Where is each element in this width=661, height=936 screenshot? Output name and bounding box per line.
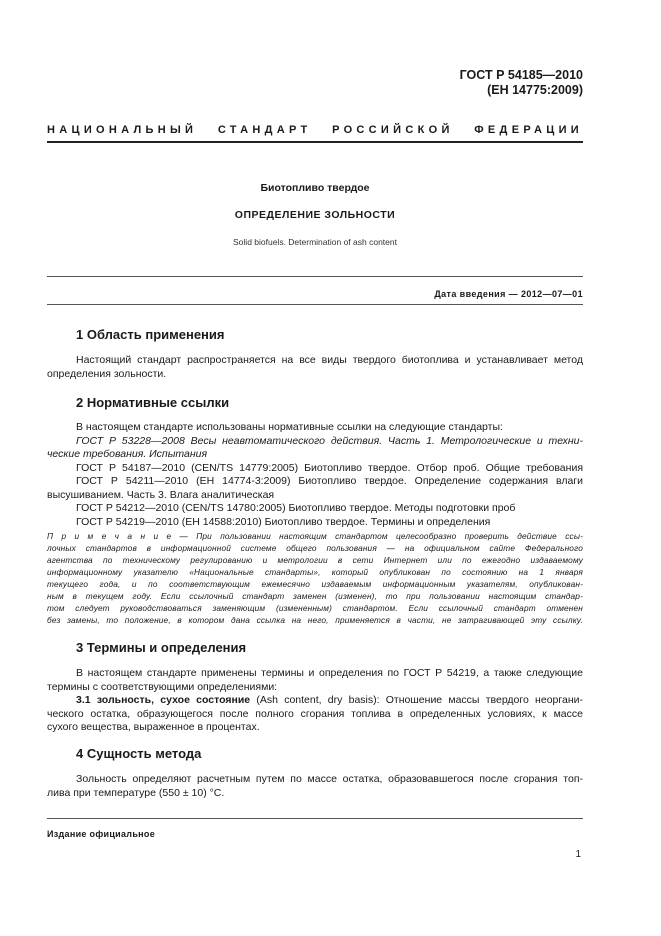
- section-3-line-4: ческого остатка, образующегося после полного сгорания топлива в определенных условиях, к массе: [47, 707, 583, 720]
- reference-2: ГОСТ Р 54187—2010 (CEN/TS 14779:2005) Биотопливо твердое. Отбор проб. Общие требования: [76, 461, 583, 474]
- section-4-heading: 4 Сущность метода: [76, 746, 202, 761]
- section-1-line-1: Настоящий стандарт распространяется на все виды твердого биотоплива и устанавливает метод: [76, 354, 583, 366]
- section-3-line-2: термины с соответствующими определениями:: [47, 680, 278, 693]
- section-2-heading: 2 Нормативные ссылки: [76, 395, 230, 410]
- reference-4: ГОСТ Р 54212—2010 (CEN/TS 14780:2005) Биотопливо твердое. Методы подготовки проб: [76, 502, 516, 514]
- official-edition-label: Издание официальное: [47, 829, 156, 839]
- title-line-2: ОПРЕДЕЛЕНИЕ ЗОЛЬНОСТИ: [234, 209, 396, 221]
- page-number: 1: [575, 849, 581, 860]
- section-3-heading: 3 Термины и определения: [76, 640, 247, 655]
- section-4-line-2: лива при температуре (550 ± 10) °С.: [47, 786, 225, 799]
- section-1-heading: 1 Область применения: [76, 327, 225, 342]
- en-number: (ЕН 14775:2009): [487, 83, 583, 97]
- note-line-7: том следует руководствоваться заменяющим (измененным) стандартом. Если ссылочный стандарт отменен: [47, 603, 583, 613]
- header-rule: [47, 141, 583, 143]
- section-2-text: [47, 421, 583, 529]
- section-4-line-1: Зольность определяют расчетным путем по массе остатка, образовавшегося после сгорания топ-: [76, 773, 583, 785]
- note-line-6: ным в текущем году. Если ссылочный стандарт заменен (изменен), то при пользовании настоящим стандар-: [47, 591, 583, 601]
- note-line-5: текущего года, и по соответствующим ежемесячно издаваемым информационным указателям, опубликован-: [47, 579, 583, 589]
- document-code: [460, 68, 583, 98]
- note-line-4: информационному указателю «Национальные стандарты», который опубликован по состоянию на 1 января: [47, 567, 583, 577]
- section-3-text: [47, 667, 583, 735]
- section-4-text: [47, 773, 583, 800]
- footer-rule: [47, 818, 583, 819]
- reference-5: ГОСТ Р 54219—2010 (ЕН 14588:2010) Биотопливо твердое. Термины и определения: [76, 515, 491, 528]
- note-line-2: лочных стандартов в информационной системе общего пользования — на официальном сайте Федерального: [47, 543, 583, 553]
- note-line-8: без замены, то положение, в котором дана ссылка на него, применяется в части, не затрагивающей эту ссылку.: [47, 615, 583, 625]
- introduction-date: Дата введения — 2012—07—01: [434, 289, 583, 299]
- section-1-text: [47, 354, 583, 381]
- references-note: [47, 530, 583, 626]
- section-2-intro: В настоящем стандарте использованы нормативные ссылки на следующие стандарты:: [76, 421, 503, 433]
- section-3-line-5: сухого вещества, выраженное в процентах.: [47, 721, 260, 733]
- reference-3-line-2: высушиванием. Часть 3. Влага аналитическая: [47, 488, 275, 501]
- term-3-1-definition: (Ash content, dry basis): Отношение массы твердого неоргани-: [250, 694, 583, 706]
- national-standard-banner: НАЦИОНАЛЬНЫЙ СТАНДАРТ РОССИЙСКОЙ ФЕДЕРАЦИИ: [47, 124, 583, 136]
- gost-number: ГОСТ Р 54185—2010: [459, 68, 583, 82]
- section-1-line-2: определения зольности.: [47, 367, 167, 380]
- reference-1-line-1: ГОСТ Р 53228—2008 Весы неавтоматического действия. Часть 1. Метрологические и техни-: [76, 434, 583, 447]
- reference-1-line-2: ческие требования. Испытания: [47, 448, 208, 460]
- reference-3-line-1: ГОСТ Р 54211—2010 (ЕН 14774-3:2009) Биотопливо твердое. Определение содержания влаги: [76, 475, 583, 487]
- note-line-3: агентства по техническому регулированию и метрологии в сети Интернет или по ежегодно издаваемому: [47, 555, 583, 565]
- section-3-line-1: В настоящем стандарте применены термины и определения по ГОСТ Р 54219, а также следующие: [76, 667, 583, 679]
- term-3-1-label: 3.1 зольность, сухое состояние: [76, 694, 251, 706]
- date-rule: [47, 304, 583, 305]
- title-rule: [47, 276, 583, 277]
- title-line-1: Биотопливо твердое: [260, 182, 370, 194]
- note-line-1: П р и м е ч а н и е — При пользовании настоящим стандартом целесообразно проверить действие ссы-: [47, 531, 583, 541]
- title-english: Solid biofuels. Determination of ash content: [233, 237, 397, 247]
